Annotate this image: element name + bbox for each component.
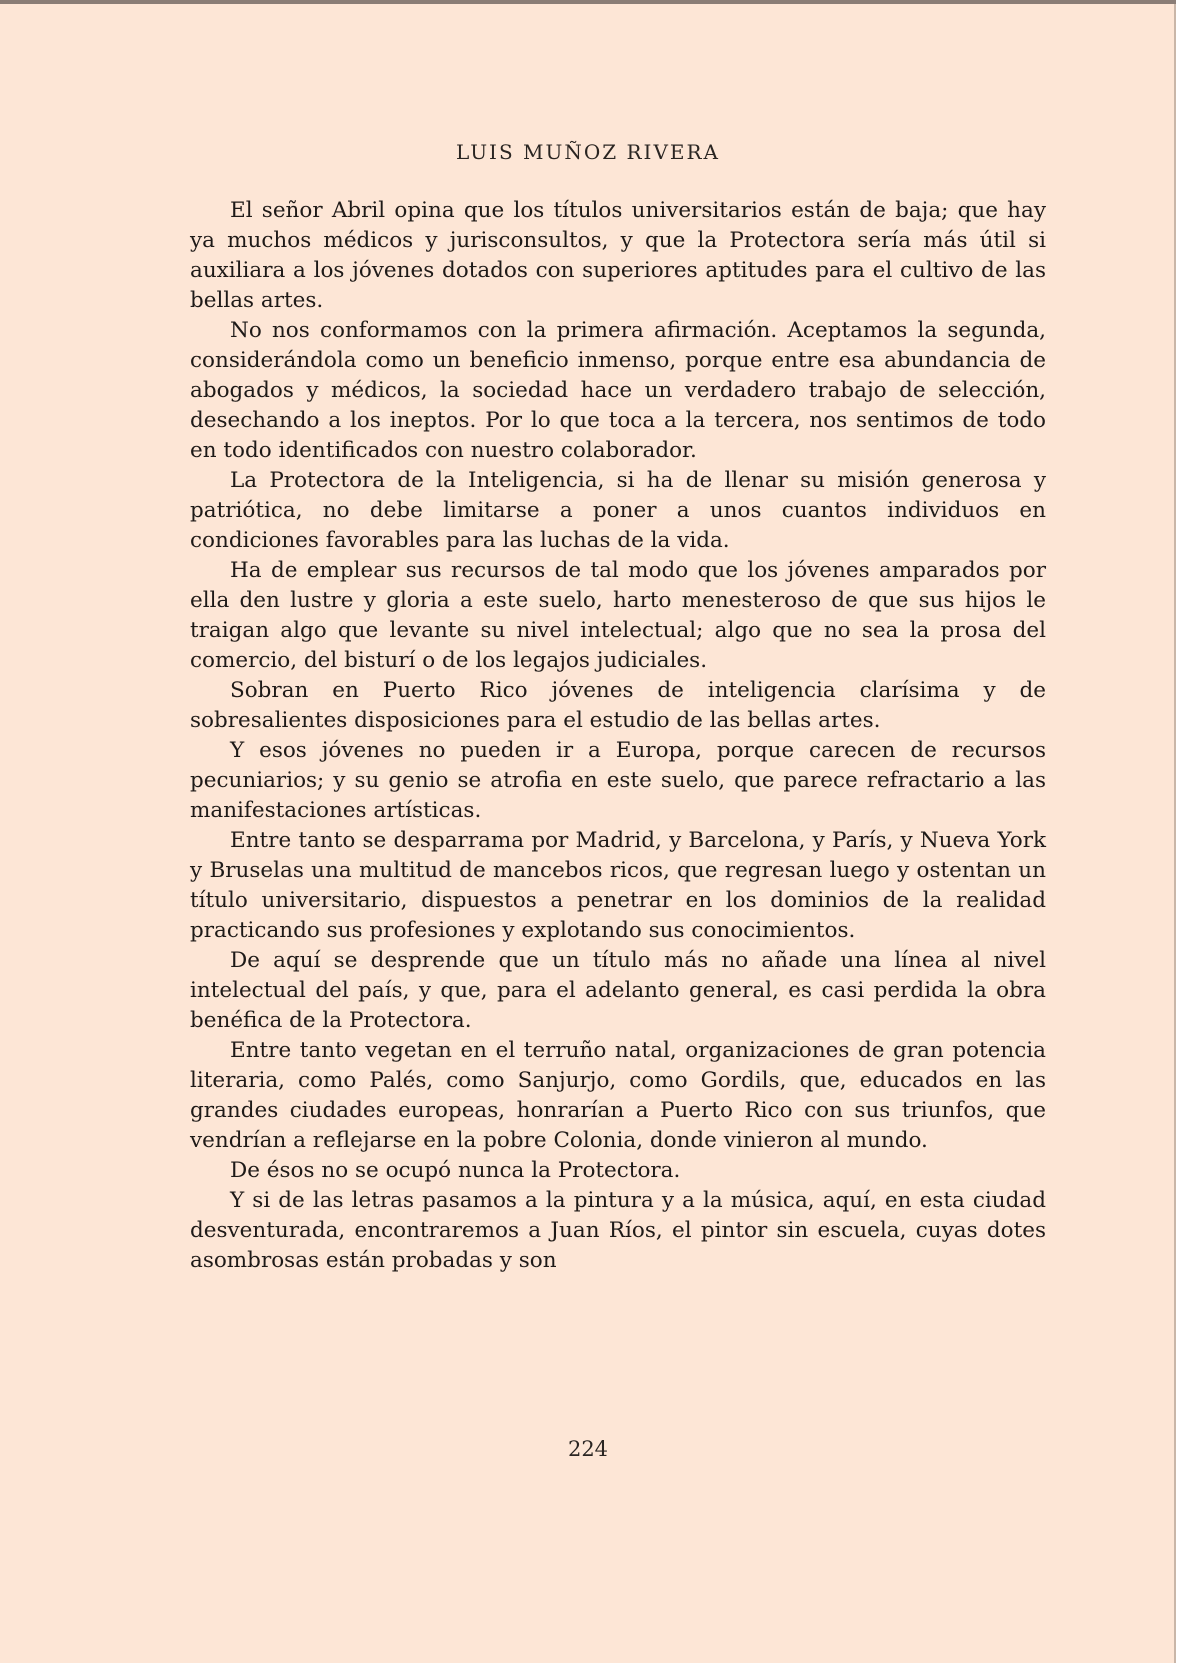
paragraph-8: De aquí se desprende que un título más no añade una línea al nivel intelectual del país, y que, para el adelanto general, es casi perdida la obra benéfica de la Protectora. [190, 948, 1046, 1033]
paragraph-10: De ésos no se ocupó nunca la Protectora. [230, 1158, 681, 1183]
paragraph-11: Y si de las letras pasamos a la pintura y a la música, aquí, en esta ciudad desventurada, encontraremos a Juan Ríos, el pintor sin escuela, cuyas dotes asombrosas están probadas y son [190, 1188, 1046, 1273]
paragraph-3: La Protectora de la Inteligencia, si ha de llenar su misión generosa y patriótica, no debe limitarse a poner a unos cuantos individuos en condiciones favorables para las luchas de la vida. [190, 468, 1046, 553]
paragraph-6: Y esos jóvenes no pueden ir a Europa, porque carecen de recursos pecuniarios; y su genio se atrofia en este suelo, que parece refractario a las manifestaciones artísticas. [190, 738, 1046, 823]
page-number: 224 [567, 1437, 609, 1461]
paragraph-9: Entre tanto vegetan en el terruño natal, organizaciones de gran potencia literaria, como Palés, como Sanjurjo, como Gordils, que, educados en las grandes ciudades europeas, honrarían a Puerto Rico con sus triunfos, que vendrían a reflejarse en la pobre Colonia, donde vinieron al mundo. [190, 1038, 1046, 1153]
paragraph-4: Ha de emplear sus recursos de tal modo que los jóvenes amparados por ella den lustre y gloria a este suelo, harto menesteroso de que sus hijos le traigan algo que levante su nivel intelectual; algo que no sea la prosa del comercio, del bisturí o de los legajos judiciales. [190, 558, 1046, 673]
running-header: LUIS MUÑOZ RIVERA [456, 140, 720, 164]
paragraph-5: Sobran en Puerto Rico jóvenes de inteligencia clarísima y de sobresalientes disposiciones para el estudio de las bellas artes. [190, 678, 1046, 733]
paragraph-7: Entre tanto se desparrama por Madrid, y Barcelona, y París, y Nueva York y Bruselas una multitud de mancebos ricos, que regresan luego y ostentan un título universitario, dispuestos a penetrar en los dominios de la realidad practicando sus profesiones y explotando sus conocimientos. [190, 828, 1046, 943]
scan-margin [1176, 0, 1193, 1663]
paragraph-1: El señor Abril opina que los títulos universitarios están de baja; que hay ya muchos médicos y jurisconsultos, y que la Protectora sería más útil si auxiliara a los jóvenes dotados con superiores aptitudes para el cultivo de las bellas artes. [190, 198, 1046, 313]
body-text [190, 196, 1046, 1276]
paragraph-2: No nos conformamos con la primera afirmación. Aceptamos la segunda, considerándola como un beneficio inmenso, porque entre esa abundancia de abogados y médicos, la sociedad hace un verdadero trabajo de selección, desechando a los ineptos. Por lo que toca a la tercera, nos sentimos de todo en todo identificados con nuestro colaborador. [190, 318, 1046, 463]
